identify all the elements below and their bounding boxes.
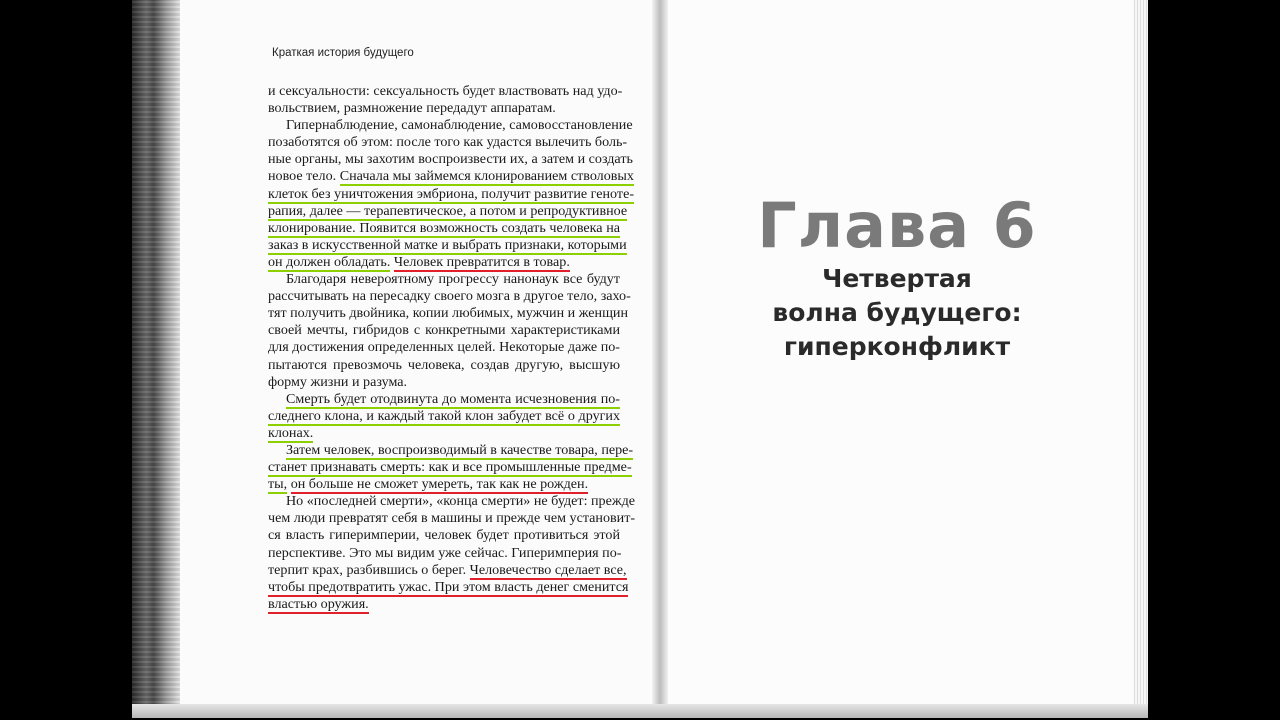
text-line <box>268 288 631 305</box>
text-line <box>268 339 620 356</box>
text-run: вольствием, размножение передадут аппаратам. <box>268 100 556 117</box>
highlight-green: рапия, далее — терапевтическое, а потом и репродуктивное <box>268 202 628 219</box>
highlight-green: Смерть будет отодвинута до момента исчезновения по- <box>286 390 620 407</box>
text-line <box>268 561 627 579</box>
text-run: пытаются превозмочь человека, создав другую, высшую <box>268 356 620 373</box>
text-line <box>268 220 620 237</box>
chapter-title-line: гиперконфликт <box>783 332 1011 361</box>
text-run: форму жизни и разума. <box>268 373 408 390</box>
text-line <box>268 117 633 134</box>
text-line <box>268 578 629 596</box>
text-line <box>268 305 629 322</box>
text-line <box>268 236 627 254</box>
text-line <box>268 476 620 493</box>
text-line <box>268 151 633 168</box>
highlight-green: клеток без уничтожения эмбриона, получит развитие геноте- <box>268 185 635 202</box>
text-run: позаботятся об этом: после того как удастся вылечить боль- <box>268 134 628 151</box>
text-line <box>268 254 620 271</box>
text-line <box>268 168 634 185</box>
text-line <box>268 408 620 425</box>
text-line <box>268 391 620 408</box>
text-line <box>268 425 620 442</box>
body-text <box>268 83 636 613</box>
text-run: перспективе. Это мы видим уже сейчас. Гиперимперия по- <box>268 544 622 561</box>
highlight-green: он должен обладать. <box>268 253 391 270</box>
text-line <box>268 493 636 510</box>
text-run: Гипернаблюдение, самонаблюдение, самовосстановление <box>286 117 633 134</box>
text-line <box>268 185 635 203</box>
book-scan <box>132 0 1148 718</box>
text-run: ные органы, мы захотим воспроизвести их, а затем и создать <box>268 151 633 168</box>
book-edge-bottom <box>132 704 1148 718</box>
highlight-green: следнего клона, и каждый такой клон забудет всё о других <box>268 407 620 424</box>
highlight-red: Человечество сделает все, <box>469 561 627 578</box>
text-line <box>268 527 620 544</box>
text-line <box>268 545 620 562</box>
book-edge-right <box>1134 0 1148 718</box>
highlight-red: он больше не сможет умереть, так как не рожден. <box>290 476 589 493</box>
text-run: чем люди превратят себя в машины и прежде чем установит- <box>268 510 636 527</box>
chapter-title <box>732 262 1062 364</box>
text-run: Но «последней смерти», «конца смерти» не будет: прежде <box>286 493 636 510</box>
text-run: своей мечты, гибридов с конкретными характеристиками <box>268 322 620 339</box>
highlight-green: Сначала мы займемся клонированием стволовых <box>339 168 634 185</box>
highlight-green: заказ в искусственной матке и выбрать признаки, которыми <box>268 236 627 253</box>
highlight-green: ты, <box>268 476 288 493</box>
text-line <box>268 510 636 527</box>
highlight-red: чтобы предотвратить ужас. При этом власть денег сменится <box>268 578 629 595</box>
text-line <box>268 596 620 613</box>
text-run: ся власть гиперимперии, человек будет противиться этой <box>268 527 620 544</box>
highlight-green: Затем человек, воспроизводимый в качестве товара, пере- <box>286 441 634 458</box>
chapter-heading <box>732 190 1062 364</box>
text-run: тят получить двойника, копии любимых, мужчин и женщин <box>268 305 629 322</box>
highlight-green: клонах. <box>268 424 314 441</box>
text-run: для достижения определенных целей. Некоторые даже по- <box>268 339 620 356</box>
text-line <box>268 134 628 151</box>
text-line <box>268 202 628 220</box>
chapter-title-line: Четвертая <box>822 264 972 293</box>
text-run: рассчитывать на пересадку своего мозга в другое тело, захо- <box>268 288 631 305</box>
book-gutter <box>652 0 668 718</box>
text-line <box>268 322 620 339</box>
highlight-green: клонирование. Появится возможность создать человека на <box>268 219 620 236</box>
highlight-red: властью оружия. <box>268 595 369 612</box>
text-line <box>268 83 623 100</box>
text-line <box>268 459 632 476</box>
text-run: новое тело. <box>268 168 340 185</box>
chapter-title-line: волна будущего: <box>772 298 1022 327</box>
text-line <box>268 374 620 391</box>
text-run: Благодаря невероятному прогрессу нанонаук все будут <box>286 271 620 288</box>
text-run: и сексуальности: сексуальность будет властвовать над удо- <box>268 83 623 99</box>
text-line <box>268 271 620 288</box>
running-head: Краткая история будущего <box>272 47 414 59</box>
text-run: терпит крах, разбившись о берег. <box>268 561 470 578</box>
chapter-number: Глава 6 <box>757 189 1037 262</box>
text-line <box>268 100 620 117</box>
text-line <box>268 441 634 459</box>
highlight-red: Человек превратится в товар. <box>393 253 570 270</box>
book-edge-left <box>132 0 180 718</box>
text-line <box>268 357 620 374</box>
highlight-green: станет признавать смерть: как и все промышленные предме- <box>268 459 632 476</box>
